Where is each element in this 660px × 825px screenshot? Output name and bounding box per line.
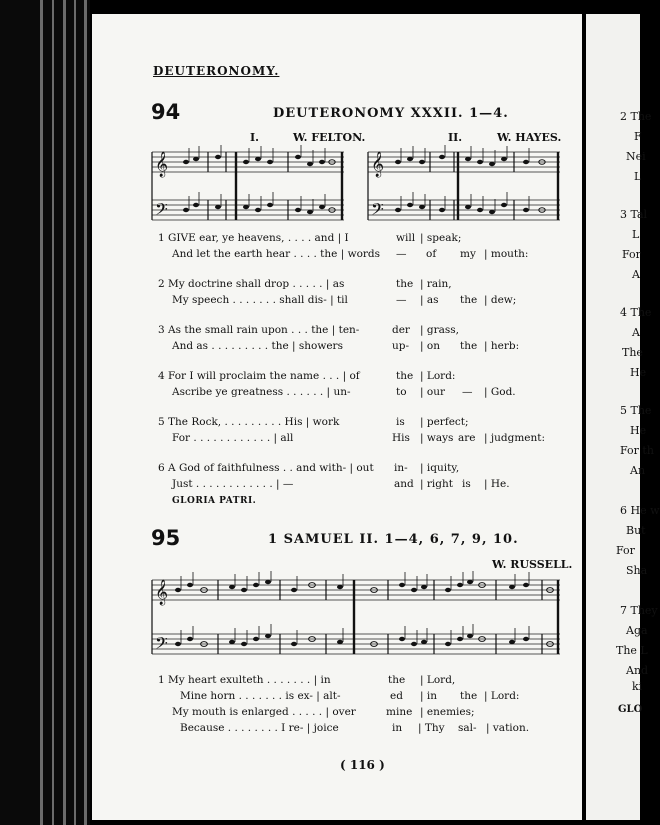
composer-credit: W. FELTON.: [293, 131, 366, 144]
svg-text:𝄞: 𝄞: [155, 152, 169, 177]
composer-credit: W. HAYES.: [497, 131, 562, 144]
svg-text:𝄢: 𝄢: [371, 199, 384, 223]
svg-text:𝄞: 𝄞: [155, 580, 169, 605]
section-heading: DEUTERONOMY.: [153, 64, 280, 78]
hymn-number: 94: [151, 100, 181, 124]
svg-text:𝄢: 𝄢: [155, 199, 168, 223]
music-staff-tune-2: [364, 144, 564, 230]
tune-label: II.: [448, 131, 463, 144]
hymn-title: DEUTERONOMY XXXII. 1—4.: [273, 106, 509, 121]
music-staff-tune-1: [148, 144, 348, 230]
hymnal-page: DEUTERONOMY. 94 DEUTERONOMY XXXII. 1—4. I. W. FELTON. II. W. HAYES. 𝄞 𝄢 𝄞 𝄢 1 GIVE ear, ye heavens, . . . . and | I will | speak; And let the earth hear . . . . the | words — of my | mouth: 2 My doctrine shall drop . . . . . | as the | rain, My speech . . . . . . . shall dis- | til — | as the | dew; 3 As the small rain upon . . . the | ten- der | grass, And as . . . . . . . . . the | showers up- | on the | herb: 4 For I will proclaim the name . . . | of the | Lord: Ascribe ye greatness . . . . . . | un- to | our — | God. 5 The Rock, . . . . . . . . . His | work is | perfect; For . . . . . . . . . . . . | all His | ways are | judgment: 6 A God of faithfulness . . and with- | out in- | iquity, Just . . . . . . . . . . . . | — and | right is | He. GLORIA PATRI. 95 1 SAMUEL II. 1—4, 6, 7, 9, 10. W. RUSSELL. 𝄞 𝄢 1 My heart exulteth . . . . . . . | in the | Lord, Mine horn . . . . . . . is ex- | alt- ed | in the | Lord: My mouth is enlarged . . . . . | over mine | enemies; Because . . . . . . . . I re- | joice in | Thy sal- | vation. ( 116 ): [92, 14, 582, 820]
gloria-patri-label: GLORIA PATRI.: [172, 496, 257, 506]
composer-credit: W. RUSSELL.: [492, 558, 573, 571]
book-binding: [0, 0, 90, 825]
facing-page-fragment: 2 The F Nei L 3 Tal L For A 4 The A The He 5 The He For th An 6 He w But For Sha 7 They Aga The L And ki GLO: [586, 14, 640, 820]
hymn-number: 95: [151, 526, 181, 550]
svg-text:𝄞: 𝄞: [371, 152, 385, 177]
hymn-title: 1 SAMUEL II. 1—4, 6, 7, 9, 10.: [268, 532, 519, 547]
svg-text:𝄢: 𝄢: [155, 633, 168, 657]
page-number: ( 116 ): [340, 758, 385, 772]
tune-label: I.: [250, 131, 259, 144]
music-staff-tune-3: [148, 570, 564, 666]
